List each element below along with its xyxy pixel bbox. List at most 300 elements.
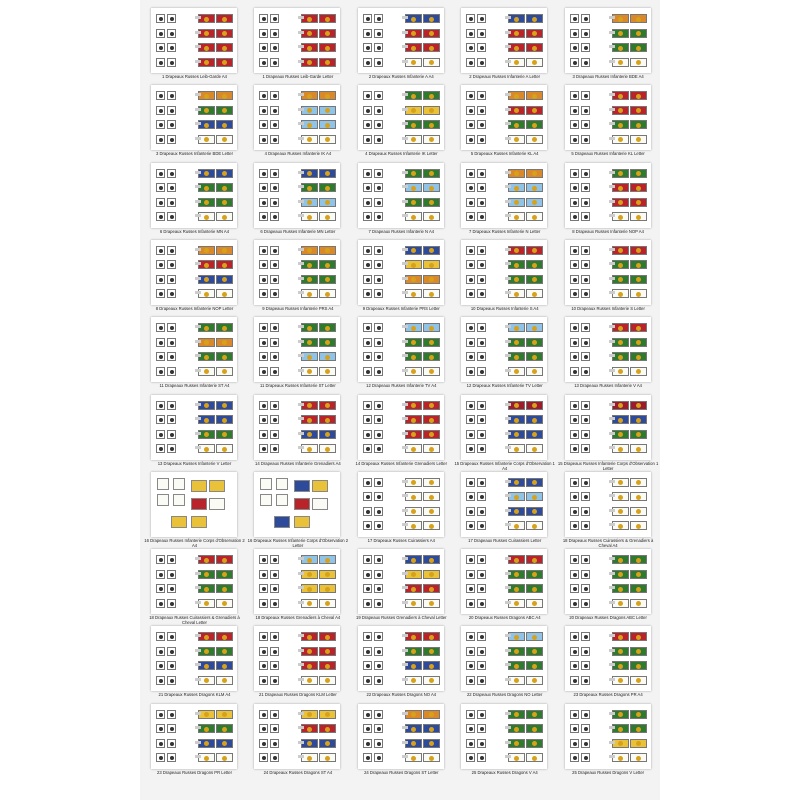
flag-sheet-thumbnail[interactable] (461, 240, 547, 305)
flag-row (361, 444, 441, 454)
flag-sheet-thumbnail[interactable] (254, 626, 340, 691)
eagle-flag-icon (581, 401, 590, 410)
colored-flag-icon (319, 444, 336, 453)
flag-label-icon (402, 171, 408, 174)
gallery-item[interactable] (246, 545, 349, 622)
colored-flag-icon (630, 323, 647, 332)
eagle-flag-icon (466, 260, 475, 269)
thumbnail-grid (143, 4, 660, 796)
gallery-item[interactable] (143, 313, 246, 390)
flag-row (568, 338, 648, 348)
flag-row (257, 661, 337, 671)
gallery-item[interactable] (557, 391, 660, 471)
colored-flag-icon (216, 555, 233, 564)
flag-label-icon (298, 446, 304, 449)
flag-label-icon (505, 340, 511, 343)
flag-sheet-thumbnail[interactable] (565, 8, 651, 73)
flag-row (568, 676, 648, 686)
flag-row (568, 183, 648, 193)
flag-sheet-thumbnail[interactable] (358, 472, 444, 537)
eagle-flag-icon (374, 570, 383, 579)
flag-block-icon (171, 516, 187, 528)
flag-sheet-thumbnail[interactable] (565, 85, 651, 150)
flag-block-icon (276, 494, 288, 506)
colored-flag-icon (526, 555, 543, 564)
eagle-flag-icon (363, 676, 372, 685)
gallery-item[interactable] (246, 4, 349, 81)
eagle-flag-icon (374, 478, 383, 487)
flag-row (257, 570, 337, 580)
eagle-flag-icon (466, 91, 475, 100)
eagle-flag-icon (167, 555, 176, 564)
eagle-flag-icon (581, 599, 590, 608)
flag-sheet-thumbnail[interactable] (461, 472, 547, 537)
flag-sheet-thumbnail[interactable] (254, 395, 340, 460)
flag-row (257, 430, 337, 440)
gallery-item[interactable] (453, 4, 556, 81)
flag-sheet-thumbnail[interactable] (151, 163, 237, 228)
flag-row (257, 58, 337, 68)
eagle-flag-icon (581, 275, 590, 284)
colored-flag-icon (526, 212, 543, 221)
colored-flag-icon (630, 246, 647, 255)
colored-flag-icon (423, 401, 440, 410)
eagle-flag-icon (466, 430, 475, 439)
flag-label-icon (402, 16, 408, 19)
eagle-flag-icon (570, 275, 579, 284)
eagle-flag-icon (270, 444, 279, 453)
flag-row (464, 260, 544, 270)
gallery-item[interactable] (557, 545, 660, 622)
flag-sheet-thumbnail[interactable] (358, 240, 444, 305)
thumbnail-caption: 3 Drapeaux Russes Infanterie BDE Letter (155, 151, 234, 157)
flag-label-icon (195, 200, 201, 203)
eagle-flag-icon (581, 106, 590, 115)
gallery-item[interactable] (350, 313, 453, 390)
flag-label-icon (505, 417, 511, 420)
flag-sheet-thumbnail[interactable] (254, 240, 340, 305)
flag-sheet-thumbnail[interactable] (461, 395, 547, 460)
flag-sheet-thumbnail[interactable] (461, 317, 547, 382)
flag-block-icon (191, 480, 207, 492)
gallery-item[interactable] (557, 159, 660, 236)
flag-label-icon (195, 649, 201, 652)
eagle-flag-icon (270, 753, 279, 762)
flag-row (464, 275, 544, 285)
colored-flag-icon (423, 29, 440, 38)
eagle-flag-icon (466, 739, 475, 748)
gallery-item[interactable] (350, 4, 453, 81)
flag-sheet-thumbnail[interactable] (254, 472, 340, 537)
thumbnail-caption: 3 Drapeaux Russes Infanterie BDE A4 (572, 74, 644, 79)
flag-label-icon (609, 446, 615, 449)
colored-flag-icon (216, 352, 233, 361)
eagle-flag-icon (570, 14, 579, 23)
flag-row (464, 555, 544, 565)
flag-label-icon (609, 417, 615, 420)
flag-sheet-thumbnail[interactable] (151, 240, 237, 305)
gallery-item[interactable] (246, 622, 349, 699)
flag-label-icon (195, 214, 201, 217)
eagle-flag-icon (167, 323, 176, 332)
eagle-flag-icon (167, 401, 176, 410)
flag-row (257, 135, 337, 145)
gallery-item[interactable] (557, 700, 660, 777)
flag-label-icon (298, 712, 304, 715)
flag-sheet-thumbnail[interactable] (461, 163, 547, 228)
eagle-flag-icon (167, 415, 176, 424)
eagle-flag-icon (167, 14, 176, 23)
flag-sheet-thumbnail[interactable] (151, 395, 237, 460)
colored-flag-icon (216, 91, 233, 100)
colored-flag-icon (526, 323, 543, 332)
flag-sheet-thumbnail[interactable] (254, 163, 340, 228)
colored-flag-icon (526, 275, 543, 284)
gallery-item[interactable] (350, 81, 453, 158)
eagle-flag-icon (270, 106, 279, 115)
gallery-item[interactable] (143, 236, 246, 313)
eagle-flag-icon (570, 401, 579, 410)
flag-label-icon (298, 557, 304, 560)
flag-sheet-thumbnail[interactable] (461, 626, 547, 691)
flag-label-icon (505, 712, 511, 715)
flag-sheet-thumbnail[interactable] (461, 85, 547, 150)
eagle-flag-icon (363, 43, 372, 52)
flag-sheet-thumbnail[interactable] (151, 472, 237, 537)
eagle-flag-icon (270, 246, 279, 255)
flag-label-icon (195, 446, 201, 449)
gallery-item[interactable] (246, 391, 349, 468)
eagle-flag-icon (270, 661, 279, 670)
eagle-flag-icon (581, 352, 590, 361)
gallery-item[interactable] (453, 236, 556, 313)
eagle-flag-icon (570, 555, 579, 564)
eagle-flag-icon (374, 632, 383, 641)
flag-label-icon (195, 31, 201, 34)
eagle-flag-icon (570, 135, 579, 144)
flag-label-icon (402, 663, 408, 666)
flag-label-icon (609, 45, 615, 48)
eagle-flag-icon (477, 710, 486, 719)
flag-sheet-thumbnail[interactable] (254, 317, 340, 382)
flag-row (464, 14, 544, 24)
flag-sheet-thumbnail[interactable] (565, 163, 651, 228)
eagle-flag-icon (570, 352, 579, 361)
colored-flag-icon (423, 710, 440, 719)
thumbnail-caption: 23 Drapeaux Russes Dragons PR A4 (573, 692, 643, 698)
flag-sheet-thumbnail[interactable] (461, 8, 547, 73)
gallery-item[interactable] (246, 236, 349, 313)
flag-label-icon (298, 726, 304, 729)
flag-sheet-thumbnail[interactable] (565, 395, 651, 460)
eagle-flag-icon (259, 169, 268, 178)
gallery-item[interactable] (453, 313, 556, 390)
eagle-flag-icon (156, 739, 165, 748)
colored-flag-icon (423, 212, 440, 221)
thumbnail-caption: 18 Drapeaux Russes Cuirassiers & Grenadiers à Cheval A4 (562, 537, 654, 548)
eagle-flag-icon (466, 212, 475, 221)
flag-sheet-thumbnail[interactable] (565, 240, 651, 305)
eagle-flag-icon (270, 183, 279, 192)
colored-flag-icon (423, 106, 440, 115)
colored-flag-icon (423, 570, 440, 579)
gallery-item[interactable] (453, 391, 556, 471)
flag-label-icon (402, 137, 408, 140)
eagle-flag-icon (581, 724, 590, 733)
gallery-item[interactable] (557, 4, 660, 81)
gallery-item[interactable] (557, 313, 660, 390)
flag-label-icon (298, 16, 304, 19)
flag-sheet-thumbnail[interactable] (565, 317, 651, 382)
gallery-item[interactable] (557, 81, 660, 158)
colored-flag-icon (423, 135, 440, 144)
colored-flag-icon (423, 444, 440, 453)
eagle-flag-icon (270, 647, 279, 656)
gallery-item[interactable] (143, 159, 246, 236)
gallery-item[interactable] (246, 81, 349, 158)
flag-row (257, 338, 337, 348)
flag-label-icon (505, 214, 511, 217)
flag-sheet-thumbnail[interactable] (151, 549, 237, 614)
colored-flag-icon (216, 367, 233, 376)
flag-sheet-thumbnail[interactable] (358, 85, 444, 150)
flag-row (568, 415, 648, 425)
flag-row (568, 120, 648, 130)
eagle-flag-icon (374, 661, 383, 670)
eagle-flag-icon (259, 415, 268, 424)
colored-flag-icon (526, 91, 543, 100)
gallery-item[interactable] (350, 622, 453, 699)
colored-flag-icon (423, 246, 440, 255)
eagle-flag-icon (363, 91, 372, 100)
eagle-flag-icon (374, 135, 383, 144)
gallery-item[interactable] (246, 468, 349, 548)
thumbnail-caption: 22 Drapeaux Russes Dragons NO Letter (466, 692, 543, 698)
flag-label-icon (402, 601, 408, 604)
flag-row (568, 521, 648, 531)
eagle-flag-icon (156, 430, 165, 439)
eagle-flag-icon (167, 444, 176, 453)
gallery-item[interactable] (557, 236, 660, 313)
gallery-item[interactable] (350, 545, 453, 622)
flag-sheet-thumbnail[interactable] (254, 549, 340, 614)
eagle-flag-icon (581, 710, 590, 719)
eagle-flag-icon (259, 661, 268, 670)
flag-row (464, 212, 544, 222)
eagle-flag-icon (466, 599, 475, 608)
gallery-item[interactable] (453, 545, 556, 622)
gallery-item[interactable] (143, 700, 246, 777)
gallery-item[interactable] (350, 468, 453, 545)
gallery-item[interactable] (246, 159, 349, 236)
flag-label-icon (609, 137, 615, 140)
colored-flag-icon (423, 661, 440, 670)
gallery-item[interactable] (246, 700, 349, 777)
gallery-item[interactable] (453, 159, 556, 236)
flag-row (568, 43, 648, 53)
flag-label-icon (609, 93, 615, 96)
flag-block-icon (191, 498, 207, 510)
flag-row (568, 599, 648, 609)
flag-sheet-thumbnail[interactable] (151, 85, 237, 150)
flag-sheet-thumbnail[interactable] (151, 317, 237, 382)
thumbnail-caption: 4 Drapeaux Russes Infanterie IK Letter (365, 151, 438, 157)
flag-row (464, 352, 544, 362)
flag-sheet-thumbnail[interactable] (254, 704, 340, 769)
flag-sheet-thumbnail[interactable] (358, 626, 444, 691)
eagle-flag-icon (259, 289, 268, 298)
flag-block-icon (260, 478, 272, 490)
eagle-flag-icon (156, 323, 165, 332)
flag-sheet-thumbnail[interactable] (151, 8, 237, 73)
flag-row (257, 289, 337, 299)
gallery-item[interactable] (143, 622, 246, 699)
colored-flag-icon (630, 632, 647, 641)
eagle-flag-icon (581, 183, 590, 192)
flag-sheet-thumbnail[interactable] (358, 704, 444, 769)
gallery-item[interactable] (143, 545, 246, 626)
eagle-flag-icon (259, 106, 268, 115)
eagle-flag-icon (270, 430, 279, 439)
flag-row (361, 430, 441, 440)
eagle-flag-icon (270, 260, 279, 269)
flag-sheet-thumbnail[interactable] (358, 549, 444, 614)
flag-row (154, 338, 234, 348)
flag-row (154, 29, 234, 39)
colored-flag-icon (319, 260, 336, 269)
eagle-flag-icon (374, 710, 383, 719)
flag-sheet-thumbnail[interactable] (358, 395, 444, 460)
eagle-flag-icon (466, 401, 475, 410)
flag-sheet-thumbnail[interactable] (358, 8, 444, 73)
flag-label-icon (609, 291, 615, 294)
flag-row (257, 415, 337, 425)
flag-sheet-thumbnail[interactable] (151, 626, 237, 691)
eagle-flag-icon (270, 58, 279, 67)
thumbnail-caption: 21 Drapeaux Russes Dragons KLM Letter (259, 692, 337, 698)
eagle-flag-icon (363, 275, 372, 284)
flag-sheet-thumbnail[interactable] (358, 317, 444, 382)
colored-flag-icon (630, 29, 647, 38)
thumbnail-caption: 12 Drapeaux Russes Infanterie TV Letter (466, 383, 543, 389)
flag-sheet-thumbnail[interactable] (461, 549, 547, 614)
flag-sheet-thumbnail[interactable] (151, 704, 237, 769)
flag-row (568, 169, 648, 179)
flag-label-icon (298, 200, 304, 203)
thumbnail-caption: 22 Drapeaux Russes Dragons NO A4 (366, 692, 437, 698)
colored-flag-icon (216, 401, 233, 410)
flag-label-icon (195, 634, 201, 637)
flag-row (568, 444, 648, 454)
flag-label-icon (402, 354, 408, 357)
gallery-item[interactable] (350, 391, 453, 468)
eagle-flag-icon (477, 120, 486, 129)
gallery-item[interactable] (143, 468, 246, 548)
flag-sheet-thumbnail[interactable] (461, 704, 547, 769)
flag-row (154, 135, 234, 145)
flag-sheet-thumbnail[interactable] (254, 8, 340, 73)
colored-flag-icon (216, 647, 233, 656)
colored-flag-icon (526, 367, 543, 376)
flag-label-icon (402, 93, 408, 96)
gallery-item[interactable] (246, 313, 349, 390)
colored-flag-icon (423, 555, 440, 564)
gallery-item[interactable] (143, 4, 246, 81)
eagle-flag-icon (167, 632, 176, 641)
colored-flag-icon (319, 676, 336, 685)
eagle-flag-icon (374, 647, 383, 656)
eagle-flag-icon (466, 58, 475, 67)
eagle-flag-icon (270, 198, 279, 207)
eagle-flag-icon (156, 183, 165, 192)
gallery-item[interactable] (350, 236, 453, 313)
eagle-flag-icon (477, 444, 486, 453)
colored-flag-icon (319, 710, 336, 719)
eagle-flag-icon (570, 584, 579, 593)
gallery-item[interactable] (557, 622, 660, 699)
flag-label-icon (609, 16, 615, 19)
eagle-flag-icon (259, 183, 268, 192)
gallery-item[interactable] (143, 81, 246, 158)
flag-row (568, 91, 648, 101)
gallery-item[interactable] (350, 159, 453, 236)
gallery-item[interactable] (350, 700, 453, 777)
eagle-flag-icon (270, 367, 279, 376)
flag-row (568, 323, 648, 333)
flag-row (257, 739, 337, 749)
flag-label-icon (505, 291, 511, 294)
flag-label-icon (402, 340, 408, 343)
eagle-flag-icon (270, 415, 279, 424)
thumbnail-caption: 14 Drapeaux Russes Infanterie Grenadiers Letter (355, 460, 448, 466)
flag-sheet-thumbnail[interactable] (565, 626, 651, 691)
eagle-flag-icon (156, 338, 165, 347)
gallery-item[interactable] (453, 700, 556, 777)
eagle-flag-icon (363, 507, 372, 516)
eagle-flag-icon (167, 246, 176, 255)
eagle-flag-icon (374, 120, 383, 129)
flag-sheet-thumbnail[interactable] (565, 549, 651, 614)
flag-label-icon (402, 60, 408, 63)
flag-sheet-thumbnail[interactable] (254, 85, 340, 150)
eagle-flag-icon (156, 352, 165, 361)
gallery-item[interactable] (143, 391, 246, 468)
flag-row (361, 352, 441, 362)
colored-flag-icon (630, 584, 647, 593)
eagle-flag-icon (581, 58, 590, 67)
colored-flag-icon (630, 183, 647, 192)
gallery-item[interactable] (453, 622, 556, 699)
flag-sheet-thumbnail[interactable] (565, 472, 651, 537)
gallery-item[interactable] (453, 468, 556, 545)
eagle-flag-icon (477, 739, 486, 748)
flag-sheet-thumbnail[interactable] (565, 704, 651, 769)
flag-sheet-thumbnail[interactable] (358, 163, 444, 228)
colored-flag-icon (216, 14, 233, 23)
eagle-flag-icon (270, 632, 279, 641)
gallery-item[interactable] (453, 81, 556, 158)
gallery-item[interactable] (557, 468, 660, 548)
eagle-flag-icon (363, 710, 372, 719)
flag-label-icon (505, 557, 511, 560)
thumbnail-caption: 1 Drapeaux Russes Leib-Garde A4 (162, 74, 227, 79)
flag-label-icon (195, 663, 201, 666)
colored-flag-icon (526, 570, 543, 579)
eagle-flag-icon (374, 367, 383, 376)
flag-label-icon (195, 586, 201, 589)
eagle-flag-icon (466, 478, 475, 487)
eagle-flag-icon (270, 169, 279, 178)
